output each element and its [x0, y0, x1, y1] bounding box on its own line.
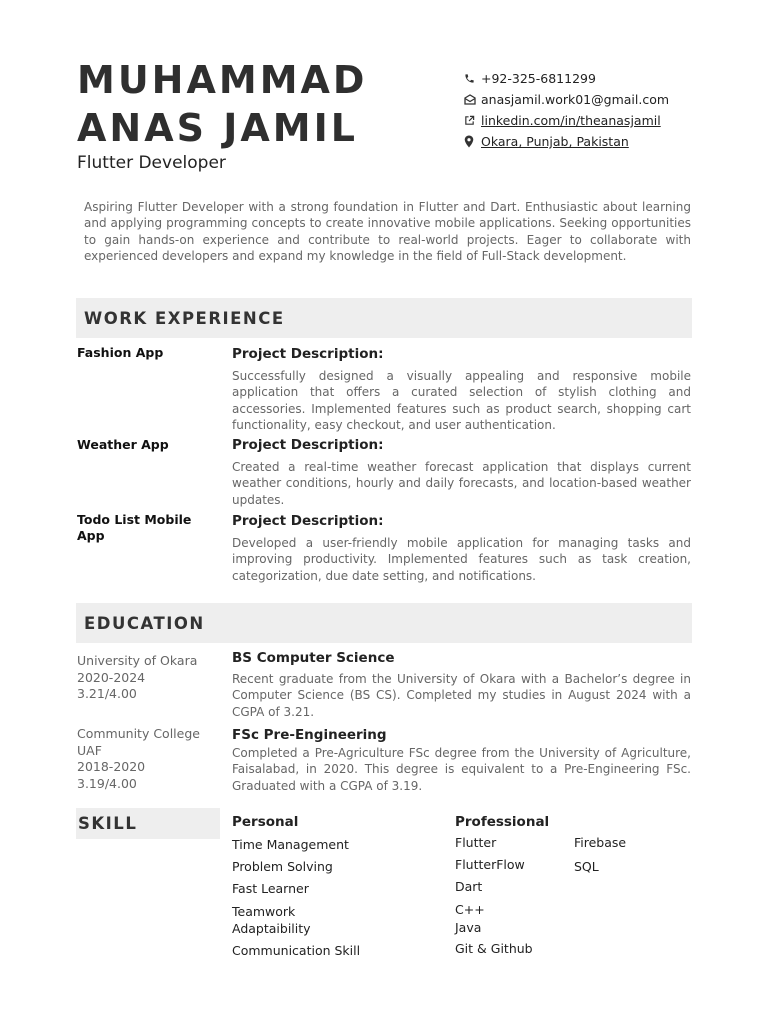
skill-item: Teamwork	[232, 904, 296, 919]
contact-phone	[464, 68, 754, 89]
institution-name: University of Okara	[77, 653, 198, 668]
skill-item: Java	[455, 920, 482, 935]
contact-block	[464, 68, 754, 152]
skill-item: SQL	[574, 859, 599, 874]
skill-item: Firebase	[574, 835, 627, 850]
degree-description: Completed a Pre-Agriculture FSc degree from the University of Agriculture, Faisalabad, in 2020. This degree is equivalent to a Pre-Engineering FSc. Graduated with a CGPA of 3.19.	[232, 746, 691, 793]
project-description-label: Project Description:	[232, 437, 384, 453]
section-header-work-experience: WORK EXPERIENCE	[76, 298, 692, 338]
name-line-2: ANAS JAMIL	[77, 106, 358, 150]
degree-title: BS Computer Science	[232, 650, 395, 666]
skills-professional-heading: Professional	[455, 814, 550, 830]
skill-item: C++	[455, 902, 485, 917]
skills-personal-heading: Personal	[232, 814, 299, 830]
education-years: 2018-2020	[77, 759, 146, 774]
linkedin-link[interactable]: linkedin.com/in/theanasjamil	[481, 113, 661, 128]
project-description: Developed a user-friendly mobile application for managing tasks and improving productivity. Implemented features such as task creation, categorization, due date setting, and notifications.	[232, 536, 691, 583]
name-line-1: MUHAMMAD	[77, 58, 368, 102]
section-header-education: EDUCATION	[76, 603, 692, 643]
education-meta	[77, 726, 207, 792]
project-title: Fashion App	[77, 345, 164, 360]
project-title: Weather App	[77, 437, 169, 452]
email-link[interactable]: anasjamil.work01@gmail.com	[481, 92, 670, 107]
degree-title: FSc Pre-Engineering	[232, 727, 387, 743]
education-years: 2020-2024	[77, 669, 146, 685]
contact-linkedin[interactable]	[464, 110, 754, 131]
skill-item: Dart	[455, 879, 483, 894]
phone-icon	[464, 72, 481, 86]
education-meta	[77, 653, 222, 703]
skill-item: Problem Solving	[232, 859, 333, 874]
project-description: Successfully designed a visually appealing and responsive mobile application that offers a curated selection of stylish clothing and accessories. Implemented features such as product search, shopping cart functionality, easy checkout, and user authentication.	[232, 369, 691, 432]
section-header-skill: SKILL	[76, 808, 220, 839]
phone-text: +92-325-6811299	[481, 71, 596, 86]
project-description: Created a real-time weather forecast application that displays current weather conditions, hourly and daily forecasts, and location-based weather updates.	[232, 460, 691, 507]
external-link-icon	[464, 114, 481, 128]
project-title: Todo List Mobile App	[77, 512, 192, 543]
skill-item: Flutter	[455, 835, 497, 850]
institution-name: Community College UAF	[77, 726, 200, 758]
skill-item: Adaptaibility	[232, 921, 311, 936]
skill-item: FlutterFlow	[455, 857, 525, 872]
project-description-label: Project Description:	[232, 513, 384, 529]
skill-item: Fast Learner	[232, 881, 309, 896]
education-grade: 3.21/4.00	[77, 686, 137, 701]
profile-summary: Aspiring Flutter Developer with a strong foundation in Flutter and Dart. Enthusiastic about learning and applying programming concepts to create innovative mobile applications. Seeking opportunities to gain hands-on experience and contribute to real-world projects. Eager to collaborate with experienced developers and expand my knowledge in the field of Full-Stack development.	[84, 200, 691, 263]
contact-location[interactable]	[464, 131, 754, 152]
job-title: Flutter Developer	[77, 153, 226, 173]
mail-icon	[464, 93, 481, 107]
skill-item: Git & Github	[455, 941, 533, 956]
skill-item: Communication Skill	[232, 943, 361, 958]
candidate-name	[77, 56, 437, 152]
map-pin-icon	[464, 135, 481, 149]
project-description-label: Project Description:	[232, 346, 384, 362]
skill-item: Time Management	[232, 837, 349, 852]
education-grade: 3.19/4.00	[77, 775, 137, 791]
location-link[interactable]: Okara, Punjab, Pakistan	[481, 134, 629, 149]
degree-description: Recent graduate from the University of Okara with a Bachelor’s degree in Computer Science (BS CS). Completed my studies in August 2024 with a CGPA of 3.21.	[232, 672, 691, 719]
contact-email[interactable]	[464, 89, 754, 110]
